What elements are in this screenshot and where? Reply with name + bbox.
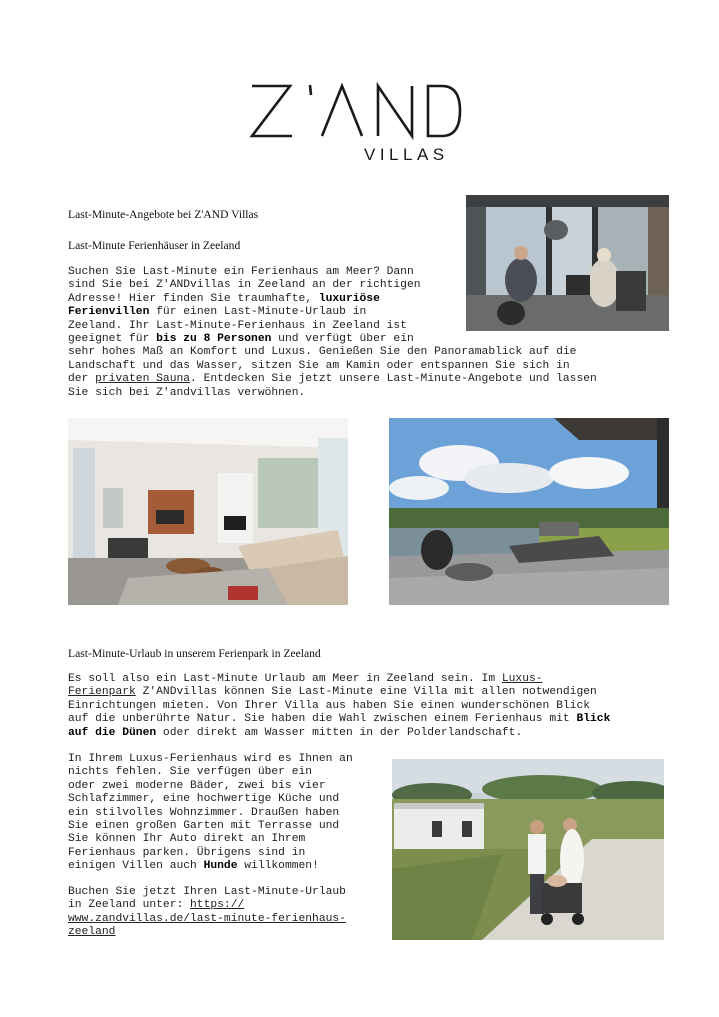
couple-with-wagon-photo (392, 759, 664, 940)
luxus-ferienpark-link[interactable]: Luxus- (501, 673, 543, 685)
living-room-photo (68, 418, 348, 605)
luxus-ferienpark-link-cont[interactable]: Ferienpark (68, 686, 136, 699)
pond-terrace-photo (389, 418, 669, 605)
private-sauna-link[interactable]: privaten Sauna (95, 373, 191, 386)
section2-paragraph3: Buchen Sie jetzt Ihren Last-Minute-Urlaub in Zeeland unter: https:// www.zandvillas.de/last-minute-ferienhaus- zeeland (68, 886, 346, 939)
section2-paragraph2: In Ihrem Luxus-Ferienhaus wird es Ihnen an nichts fehlen. Sie verfügen über ein oder zwei moderne Bäder, zwei bis vier Schlafzimmer, eine hochwertige Küche und ein stilvolles Wohnzimmer. Draußen haben Sie einen großen Garten mit Terrasse und Sie können Ihr Auto direkt an Ihrem Ferienhaus parken. Übrigens sind in einigen Villen auch Hunde willkommen! (68, 753, 353, 873)
logo-sub-text: VILLAS (364, 145, 449, 164)
section2-paragraph1: Es soll also ein Last-Minute Urlaub am Meer in Zeeland sein. Im Luxus- Ferienpark Z'ANDvillas können Sie Last-Minute eine Villa mit allen notwendigen Einrichtungen mieten. Von Ihrer Villa aus haben Sie einen wunderschönen Blick auf die unberührte Natur. Sie haben die Wahl zwischen einem Ferienhaus mit Blick auf die Dünen oder direkt am Wasser mitten in der Polderlandschaft. (68, 673, 611, 739)
booking-url-link[interactable]: https:// (190, 899, 245, 912)
terrace-people-photo (466, 195, 669, 331)
section2-title: Last-Minute-Urlaub in unserem Ferienpark in Zeeland (68, 647, 321, 660)
section1-subtitle: Last-Minute Ferienhäuser in Zeeland (68, 239, 241, 252)
booking-url-link-end[interactable]: zeeland (68, 926, 116, 939)
section1-title: Last-Minute-Angebote bei Z'AND Villas (68, 208, 259, 221)
booking-url-link-cont[interactable]: www.zandvillas.de/last-minute-ferienhaus- (68, 912, 346, 925)
section1-paragraph: Suchen Sie Last-Minute ein Ferienhaus am Meer? Dann sind Sie bei Z'ANDvillas in Zeeland an der richtigen Adresse! Hier finden Sie traumhafte, luxuriöse Ferienvillen für einen Last-Minute-Urlaub in Zeeland. Ihr Last-Minute-Ferienhaus in Zeeland ist geeignet für bis zu 8 Personen und verfügt über ein sehr hohes Maß an Komfort und Luxus. Genießen Sie den Panoramablick auf die Landschaft und das Wasser, sitzen Sie am Kamin oder entspannen Sie sich in der privaten Sauna. Entdecken Sie jetzt unsere Last-Minute-Angebote und lassen Sie sich bei Z'andvillas verwöhnen. (68, 266, 597, 399)
zand-villas-logo (250, 80, 462, 164)
